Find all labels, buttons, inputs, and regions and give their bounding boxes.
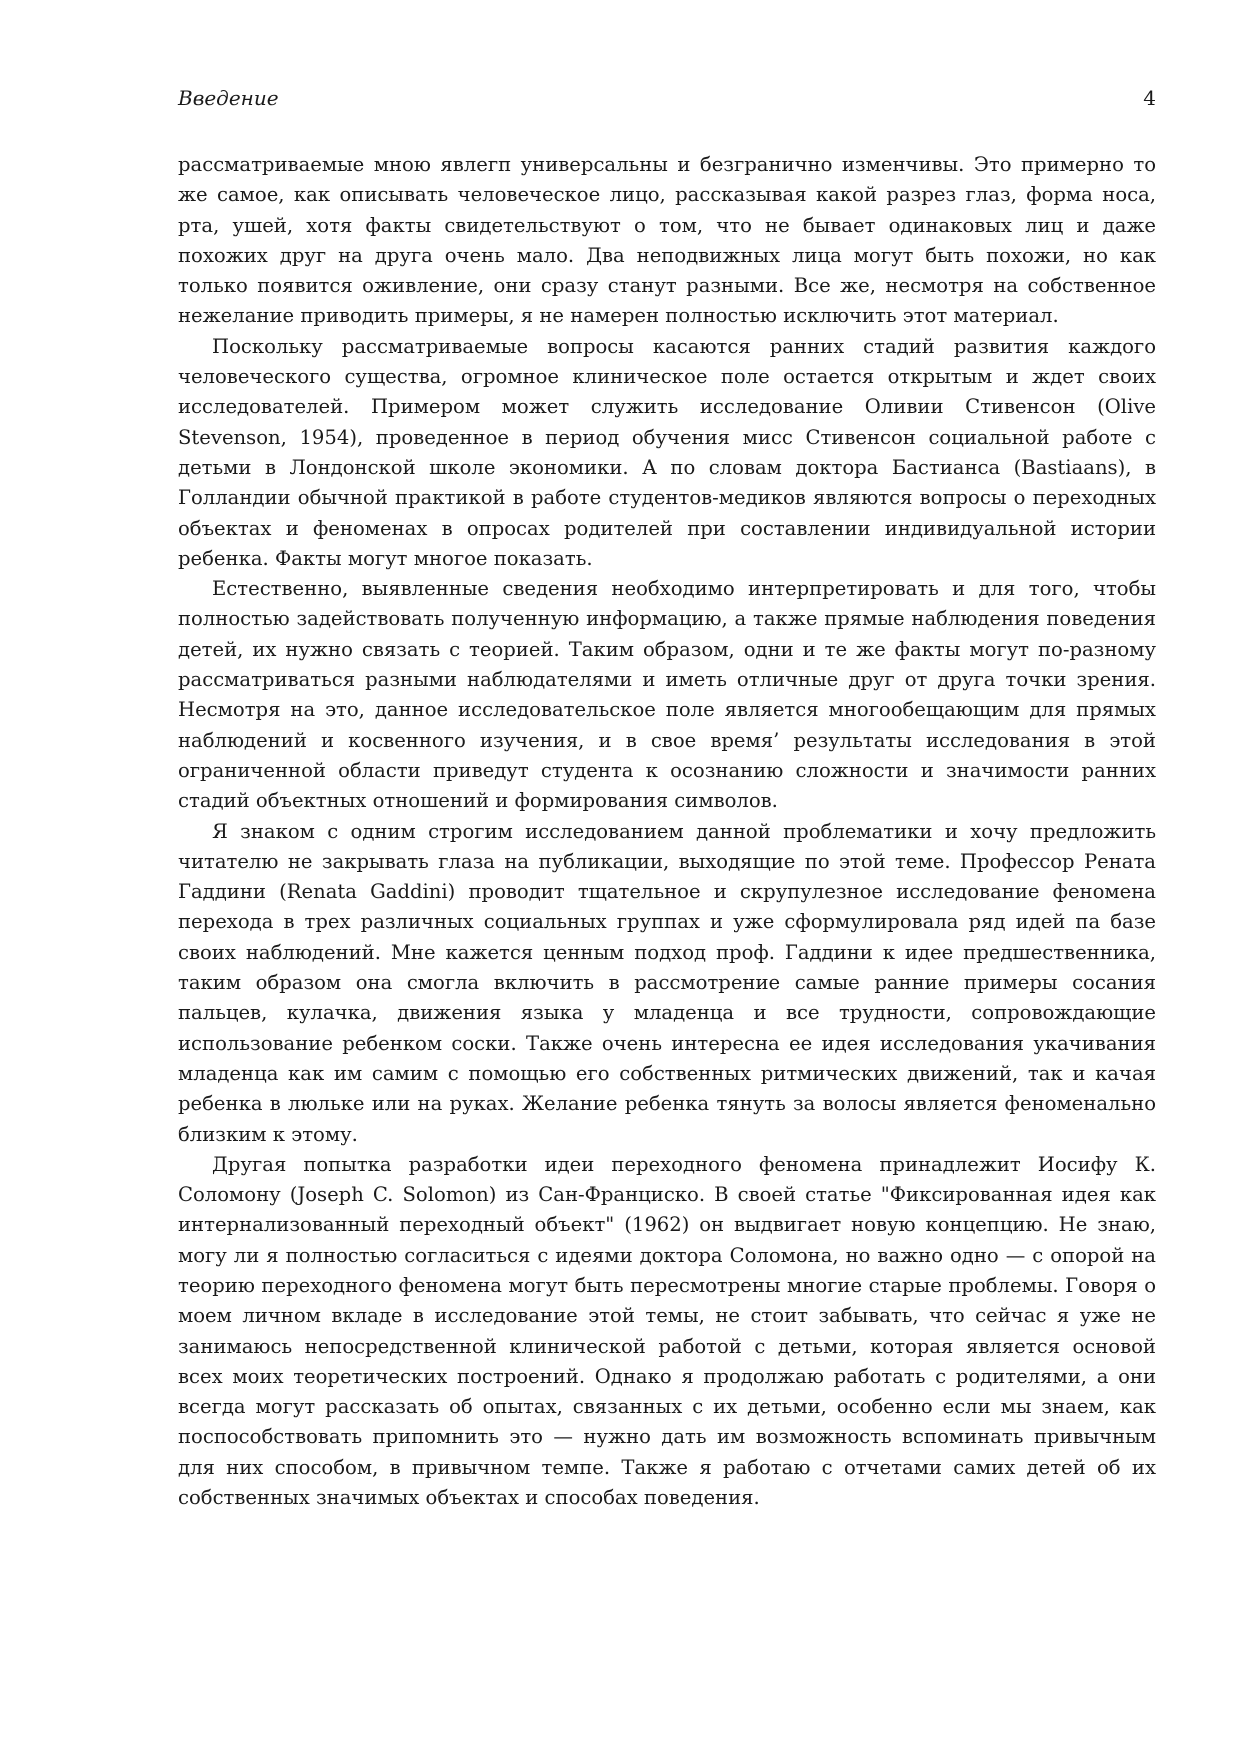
paragraph: Я знаком с одним строгим исследованием данной проблематики и хочу предложить читателю не закрывать глаза на публикации, выходящие по этой теме. Профессор Рената Гаддини (Renata Gaddini) проводит тщательное и скрупулезное исследование феномена перехода в трех различных социальных группах и уже сформулировала ряд идей па базе своих наблюдений. Мне кажется ценным подход проф. Гаддини к идее предшественника, таким образом она смогла включить в рассмотрение самые ранние примеры сосания пальцев, кулачка, движения языка у младенца и все трудности, сопровождающие использование ребенком соски. Также очень интересна ее идея исследования укачивания младенца как им самим с помощью его собственных ритмических движений, так и качая ребенка в люльке или на руках. Желание ребенка тянуть за волосы является феноменально близким к этому. bbox=[178, 819, 1156, 1146]
paragraph: Естественно, выявленные сведения необходимо интерпретировать и для того, чтобы полностью задействовать полученную информацию, а также прямые наблюдения поведения детей, их нужно связать с теорией. Таким образом, одни и те же факты могут по-разному рассматриваться разными наблюдателями и иметь отличные друг от друга точки зрения. Несмотря на это, данное исследовательское поле является многообещающим для прямых наблюдений и косвенного изучения, и в свое время’ результаты исследования в этой ограниченной области приведут студента к осознанию сложности и значимости ранних стадий объектных отношений и формирования символов. bbox=[178, 577, 1156, 813]
chapter-title: Введение bbox=[178, 86, 279, 110]
page-number: 4 bbox=[1143, 86, 1156, 110]
paragraph: рассматриваемые мною явлегп универсальны и безгранично изменчивы. Это примерно то же самое, как описывать человеческое лицо, рассказывая какой разрез глаз, форма носа, рта, ушей, хотя факты свидетельствуют о том, что не бывает одинаковых лиц и даже похожих друг на друга очень мало. Два неподвижных лица могут быть похожи, но как только появится оживление, они сразу станут разными. Все же, несмотря на собственное нежелание приводить примеры, я не намерен полностью исключить этот материал. bbox=[178, 153, 1156, 328]
paragraph: Другая попытка разработки идеи переходного феномена принадлежит Иосифу К. Соломону (Joseph C. Solomon) из Сан-Франциско. В своей статье "Фиксированная идея как интернализованный переходный объект" (1962) он выдвигает новую концепцию. Не знаю, могу ли я полностью согласиться с идеями доктора Соломона, но важно одно — с опорой на теорию переходного феномена могут быть пересмотрены многие старые проблемы. Говоря о моем личном вкладе в исследование этой темы, не стоит забывать, что сейчас я уже не занимаюсь непосредственной клинической работой с детьми, которая является основой всех моих теоретических построений. Однако я продолжаю работать с родителями, а они всегда могут рассказать об опытах, связанных с их детьми, особенно если мы знаем, как поспособствовать припомнить это — нужно дать им возможность вспоминать привычным для них способом, в привычном темпе. Также я работаю с отчетами самих детей об их собственных значимых объектах и способах поведения. bbox=[178, 1152, 1156, 1510]
running-header bbox=[178, 82, 1156, 114]
body-text bbox=[178, 150, 1156, 1513]
paragraph: Поскольку рассматриваемые вопросы касаются ранних стадий развития каждого человеческого существа, огромное клиническое поле остается открытым и ждет своих исследователей. Примером может служить исследование Оливии Стивенсон (Olive Stevenson, 1954), проведенное в период обучения мисс Стивенсон социальной работе с детьми в Лондонской школе экономики. А по словам доктора Бастианса (Bastiaans), в Голландии обычной практикой в работе студентов-медиков являются вопросы о переходных объектах и феноменах в опросах родителей при составлении индивидуальной истории ребенка. Факты могут многое показать. bbox=[178, 334, 1156, 570]
